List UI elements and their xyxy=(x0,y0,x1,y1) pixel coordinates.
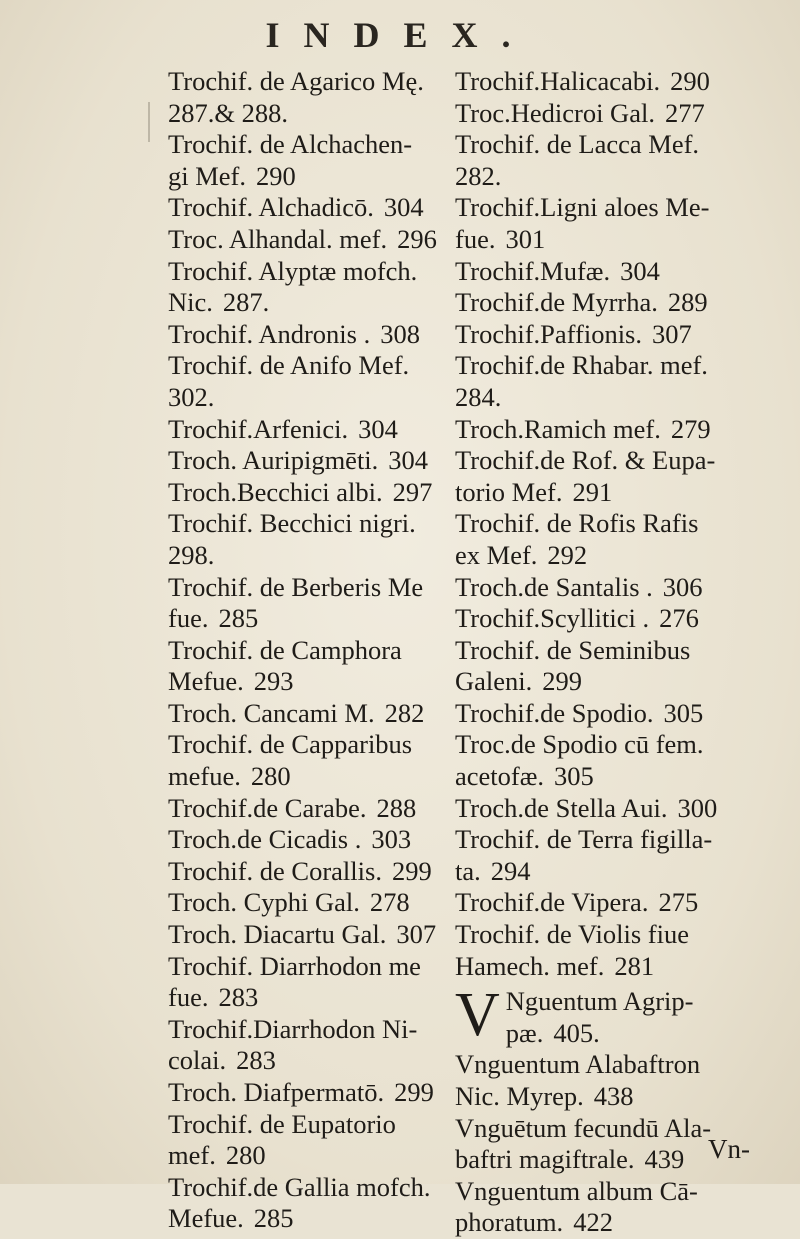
entry-page-number: 287. xyxy=(222,287,270,318)
entry-text: Nic. Myrep. xyxy=(455,1081,584,1111)
entry-page-number: 281 xyxy=(614,950,655,981)
entry-text: Troch. Diacartu Gal. xyxy=(168,919,387,950)
entry-text: fue. xyxy=(168,603,209,634)
entry-text: Mefue. xyxy=(168,666,244,697)
entry-text: Troch. Cyphi Gal. xyxy=(168,887,360,918)
entry-text: Trochif. de Agarico Mę. xyxy=(168,66,424,96)
entry-page-number: 289 xyxy=(667,287,708,318)
entry-page-number: 306 xyxy=(662,571,703,602)
entry-text: mef. xyxy=(168,1140,216,1171)
entry-text: gi Mef. xyxy=(168,160,247,191)
index-entry xyxy=(455,192,800,224)
entry-page-number: 285 xyxy=(253,1203,294,1234)
index-entry xyxy=(455,1081,800,1113)
entry-page-number: 304 xyxy=(388,445,429,476)
entry-page-number: 294 xyxy=(490,855,531,886)
entry-page-number: 278 xyxy=(369,887,410,918)
entry-text: Vnguentum Alabaftron xyxy=(455,1049,701,1080)
entry-text: Trochif.de Rhabar. mef. xyxy=(455,350,708,381)
entry-page-number: 297 xyxy=(392,476,433,507)
entry-page-number: 290 xyxy=(670,66,710,96)
entry-text: Trochif.de Gallia mofch. xyxy=(168,1171,431,1202)
entry-page-number: 308 xyxy=(380,318,420,349)
entry-text: Trochif. de Corallis. xyxy=(168,855,382,886)
entry-text: Troch.de Santalis . xyxy=(455,571,653,602)
entry-page-number: 299 xyxy=(542,666,583,697)
entry-page-number: 292 xyxy=(547,539,588,570)
index-entry xyxy=(455,414,800,446)
index-entry xyxy=(455,1207,800,1239)
entry-page-number: 288 xyxy=(376,792,417,823)
entry-page-number: 307 xyxy=(652,318,692,349)
v-section xyxy=(455,981,800,1239)
entry-text: Vnguētum fecundū Ala- xyxy=(455,1112,712,1143)
entry-text: mefue. xyxy=(168,761,241,792)
entry-text: Trochif. Alchadicō. xyxy=(168,192,374,223)
entry-page-number: 291 xyxy=(572,476,613,507)
entry-text: acetofæ. xyxy=(455,761,545,792)
index-entry xyxy=(455,951,800,983)
entry-text: Trochif. de Violis fiue xyxy=(455,919,689,950)
entry-text: fue. xyxy=(168,982,209,1013)
index-entry xyxy=(455,887,800,919)
entry-text: Trochif.Scyllitici . xyxy=(455,603,650,634)
entry-text: Trochif.Paffionis. xyxy=(455,318,642,349)
index-entry xyxy=(455,1049,800,1081)
index-entry xyxy=(455,508,800,540)
entry-text: Trochif. Becchici nigri. xyxy=(168,508,416,539)
entry-text: Mefue. xyxy=(168,1203,244,1234)
entry-text: Troch. Cancami M. xyxy=(168,697,375,728)
entry-page-number: 303 xyxy=(371,824,412,855)
entry-text: 284. xyxy=(455,381,502,412)
entry-text: colai. xyxy=(168,1045,227,1076)
entry-text: Trochif. de Anifo Mef. xyxy=(168,350,410,381)
entry-page-number: 304 xyxy=(383,192,424,223)
entry-text: Trochif.de Vipera. xyxy=(455,887,649,918)
entry-page-number: 280 xyxy=(250,761,291,792)
entry-text: Trochif. de Terra figilla- xyxy=(455,824,713,855)
index-entry xyxy=(455,287,800,319)
entry-text: 302. xyxy=(168,381,215,412)
index-entry xyxy=(455,66,800,98)
entry-text: Troc.Hedicroi Gal. xyxy=(455,97,655,128)
entry-text: baftri magiftrale. xyxy=(455,1144,635,1175)
entry-text: Nguentum Agrip- xyxy=(505,986,694,1017)
entry-text: Trochif. de Lacca Mef. xyxy=(455,129,700,160)
entry-page-number: 304 xyxy=(620,255,660,286)
entry-text: Trochif. de Berberis Me xyxy=(168,571,424,602)
index-entry xyxy=(455,666,800,698)
entry-page-number: 438 xyxy=(593,1081,634,1111)
entry-text: Trochif. de Camphora xyxy=(168,634,402,665)
index-entry xyxy=(455,256,800,288)
entry-text: Trochif. de Seminibus xyxy=(455,634,691,665)
entry-page-number: 285 xyxy=(218,603,259,634)
entry-text: phoratum. xyxy=(455,1207,564,1238)
entry-text: Troc. Alhandal. mef. xyxy=(168,223,388,254)
page-title: INDEX. xyxy=(265,15,535,55)
entry-text: Trochif. Alyptæ mofch. xyxy=(168,255,418,286)
entry-text: Trochif.de Rof. & Eupa- xyxy=(455,445,716,476)
index-entry xyxy=(455,319,800,351)
index-entry xyxy=(455,98,800,130)
index-list-right xyxy=(455,66,800,982)
entry-page-number: 279 xyxy=(670,413,711,444)
entry-text: Trochif. de Eupatorio xyxy=(168,1108,396,1139)
index-entry xyxy=(455,919,800,951)
index-entry xyxy=(455,477,800,509)
index-entry xyxy=(455,1018,800,1050)
entry-page-number: 280 xyxy=(225,1140,266,1171)
entry-text: Galeni. xyxy=(455,666,533,697)
entry-text: Troch. Diafpermatō. xyxy=(168,1077,385,1107)
entry-text: Trochif. de Rofis Rafis xyxy=(455,508,699,539)
entry-text: Troch.de Cicadis . xyxy=(168,824,362,855)
entry-page-number: 422 xyxy=(573,1207,613,1238)
index-entry xyxy=(455,729,800,761)
entry-text: Trochif.Mufæ. xyxy=(455,255,611,286)
entry-page-number: 439 xyxy=(644,1144,685,1175)
entry-text: Vnguentum album Cā- xyxy=(455,1175,698,1206)
entry-page-number: 282 xyxy=(384,697,425,728)
index-entry xyxy=(455,161,800,193)
entry-text: pæ. xyxy=(505,1017,544,1048)
v-section-entries xyxy=(455,981,800,1239)
entry-page-number: 283 xyxy=(218,982,259,1013)
index-entry xyxy=(455,224,800,256)
index-entry xyxy=(455,129,800,161)
index-entry xyxy=(455,761,800,793)
margin-mark xyxy=(148,102,150,142)
entry-page-number: 300 xyxy=(677,792,718,823)
entry-text: Trochif. de Alchachen- xyxy=(168,129,413,160)
drop-cap: V xyxy=(455,981,500,1050)
entry-text: torio Mef. xyxy=(455,476,563,507)
entry-page-number: 277 xyxy=(664,97,705,128)
entry-page-number: 276 xyxy=(659,603,699,634)
entry-page-number: 305 xyxy=(663,697,704,728)
entry-page-number: 405. xyxy=(553,1017,600,1048)
entry-text: ex Mef. xyxy=(455,539,538,570)
entry-text: Trochif.Arfenici. xyxy=(168,413,349,444)
entry-text: Trochif.Diarrhodon Ni- xyxy=(168,1013,418,1044)
catchword: Vn- xyxy=(708,1134,750,1164)
index-entry xyxy=(455,540,800,572)
index-entry xyxy=(455,824,800,856)
entry-text: Trochif.Halicacabi. xyxy=(455,66,661,96)
entry-text: fue. xyxy=(455,223,496,254)
index-entry xyxy=(455,856,800,888)
entry-page-number: 293 xyxy=(253,666,294,697)
entry-text: Hamech. mef. xyxy=(455,950,605,981)
index-entry xyxy=(455,572,800,604)
entry-text: 298. xyxy=(168,539,215,570)
entry-text: Trochif.de Myrrha. xyxy=(455,287,658,318)
entry-page-number: 296 xyxy=(397,223,437,254)
index-column-right xyxy=(455,66,800,1239)
index-entry xyxy=(455,698,800,730)
entry-text: Trochif.Ligni aloes Me- xyxy=(455,192,710,223)
index-entry xyxy=(455,635,800,667)
entry-text: 287.& 288. xyxy=(168,97,288,128)
index-entry xyxy=(455,1176,800,1208)
entry-text: Troch.Becchici albi. xyxy=(168,476,383,507)
entry-text: Troc.de Spodio cū fem. xyxy=(455,729,704,760)
index-entry xyxy=(455,793,800,825)
entry-page-number: 290 xyxy=(256,160,296,191)
entry-text: Nic. xyxy=(168,287,213,318)
entry-text: Troch.Ramich mef. xyxy=(455,413,661,444)
entry-text: 282. xyxy=(455,160,502,191)
entry-text: Troch.de Stella Aui. xyxy=(455,792,668,823)
index-entry xyxy=(455,350,800,382)
entry-page-number: 301 xyxy=(505,223,546,254)
entry-page-number: 299 xyxy=(394,1077,434,1107)
entry-text: Trochif. de Capparibus xyxy=(168,729,413,760)
entry-text: Trochif. Andronis . xyxy=(168,318,371,349)
entry-text: Trochif. Diarrhodon me xyxy=(168,950,421,981)
index-entry xyxy=(455,603,800,635)
index-entry xyxy=(455,445,800,477)
index-entry xyxy=(455,382,800,414)
entry-page-number: 283 xyxy=(236,1045,276,1076)
entry-text: Trochif.de Carabe. xyxy=(168,792,367,823)
entry-page-number: 305 xyxy=(554,761,594,792)
entry-page-number: 275 xyxy=(658,887,699,918)
entry-page-number: 307 xyxy=(396,919,437,950)
index-entry xyxy=(455,986,800,1018)
entry-text: ta. xyxy=(455,855,481,886)
entry-text: Troch. Auripigmēti. xyxy=(168,445,379,476)
entry-page-number: 299 xyxy=(391,855,432,886)
entry-text: Trochif.de Spodio. xyxy=(455,697,654,728)
entry-page-number: 304 xyxy=(358,413,398,444)
